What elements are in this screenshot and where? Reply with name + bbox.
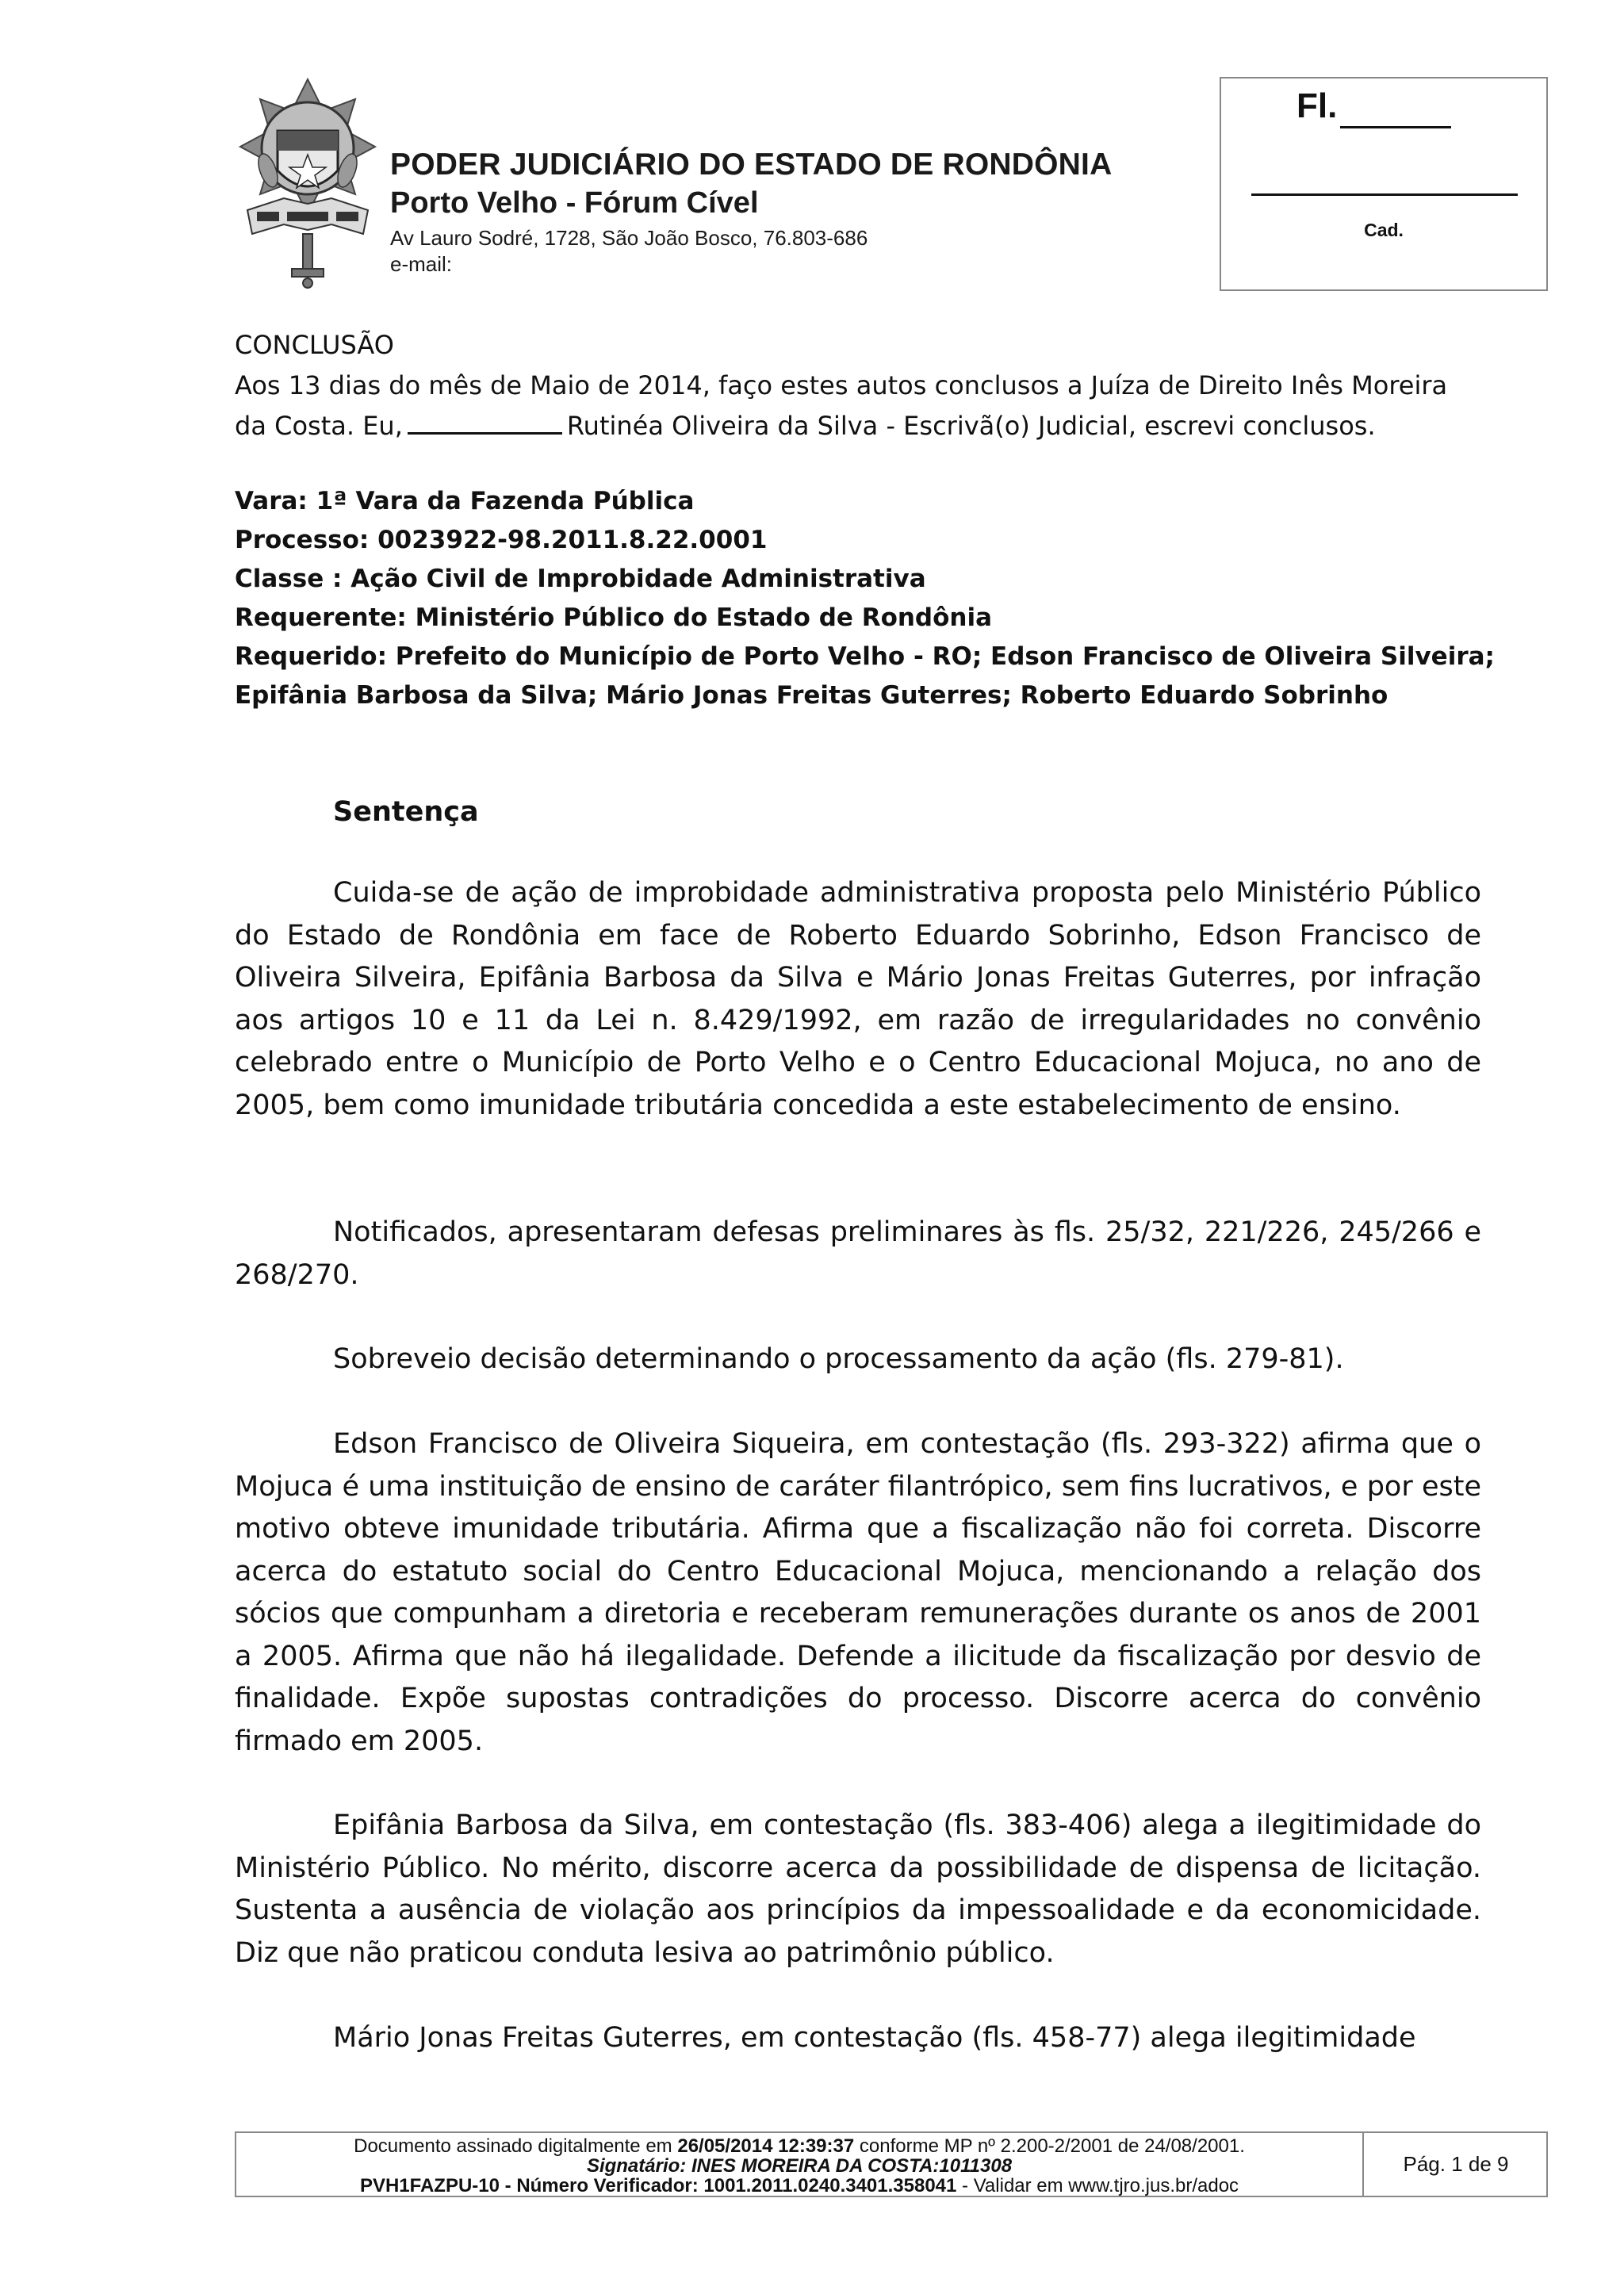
signature-date-suffix: conforme MP nº 2.200-2/2001 de 24/08/2001. (859, 2135, 1245, 2157)
paragraph-2-text: Notificados, apresentaram defesas preliminares às fls. 25/32, 221/226, 245/266 e 268/270. (235, 1216, 1481, 1291)
case-classe: Classe : Ação Civil de Improbidade Administrativa (235, 565, 926, 593)
case-requerido-line-1: Requerido: Prefeito do Município de Porto Velho - RO; Edson Francisco de Oliveira Silveira; (235, 642, 1495, 671)
signature-date-prefix: Documento assinado digitalmente em (354, 2135, 672, 2157)
paragraph-6-text: Mário Jonas Freitas Guterres, em contestação (fls. 458-77) alega ilegitimidade (333, 2022, 1416, 2054)
case-vara: Vara: 1ª Vara da Fazenda Pública (235, 487, 695, 515)
court-email-label: e-mail: (390, 252, 453, 276)
paragraph-4-text: Edson Francisco de Oliveira Siqueira, em contestação (fls. 293-322) afirma que o Mojuca é uma instituição de ensino de caráter filantrópico, sem fins lucrativos, e por este motivo obteve imunidade tributária. Afirma que a fiscalização não foi correta. Discorre acerca do estatuto social do Centro Educacional Mojuca, mencionando a relação dos sócios que compunham a diretoria e receberam remunerações durante os anos de 2001 a 2005. Afirma que não há ilegalidade. Defende a ilicitude da fiscalização por desvio de finalidade. Expõe supostas contradições do processo. Discorre acerca do convênio firmado em 2005. (235, 1428, 1481, 1757)
paragraph-6 (235, 2017, 1481, 2060)
case-requerido-line-2: Epifânia Barbosa da Silva; Mário Jonas Freitas Guterres; Roberto Eduardo Sobrinho (235, 681, 1388, 710)
paragraph-5 (235, 1805, 1481, 1974)
signatory: Signatário: INES MOREIRA DA COSTA:1011308 (586, 2155, 1013, 2177)
conclusion-line-2-end: Rutinéa Oliveira da Silva - Escrivã(o) Judicial, escrevi conclusos. (566, 411, 1376, 441)
verifier-line (236, 2176, 1362, 2196)
court-location: Porto Velho - Fórum Cível (390, 186, 759, 220)
signature-info (236, 2133, 1364, 2196)
digital-signature-footer (235, 2131, 1548, 2197)
sentence-heading (235, 791, 1481, 834)
paragraph-2 (235, 1212, 1481, 1296)
cad-label: Cad. (1364, 220, 1404, 240)
clerk-signature-blank (408, 412, 562, 435)
page-indicator: Pág. 1 de 9 (1403, 2152, 1509, 2176)
paragraph-3 (235, 1338, 1481, 1381)
signature-date: 26/05/2014 12:39:37 (677, 2135, 855, 2157)
validate-link[interactable]: - Validar em www.tjro.jus.br/adoc (962, 2175, 1239, 2196)
rondonia-coat-of-arms-icon (236, 75, 379, 289)
conclusion-line-2-start: da Costa. Eu, (235, 411, 403, 441)
paragraph-4 (235, 1423, 1481, 1763)
folio-label: Fl. (1297, 86, 1338, 125)
paragraph-3-text: Sobreveio decisão determinando o processamento da ação (fls. 279-81). (333, 1343, 1344, 1375)
case-requerente: Requerente: Ministério Público do Estado de Rondônia (235, 603, 993, 632)
folio-stamp-box (1220, 77, 1548, 291)
verifier-number: PVH1FAZPU-10 - Número Verificador: 1001.2011.0240.3401.358041 (359, 2175, 957, 2196)
folio-signature-line (1251, 193, 1518, 196)
sentence-heading-text: Sentença (333, 796, 479, 828)
conclusion-title: CONCLUSÃO (235, 330, 394, 360)
case-processo: Processo: 0023922-98.2011.8.22.0001 (235, 526, 768, 554)
paragraph-5-text: Epifânia Barbosa da Silva, em contestação (fls. 383-406) alega a ilegitimidade do Ministério Público. No mérito, discorre acerca da possibilidade de dispensa de licitação. Sustenta a ausência de violação aos princípios da impessoalidade e da economicidade. Diz que não praticou conduta lesiva ao patrimônio público. (235, 1810, 1481, 1969)
paragraph-1-text: Cuida-se de ação de improbidade administrativa proposta pelo Ministério Público do Estado de Rondônia em face de Roberto Eduardo Sobrinho, Edson Francisco de Oliveira Silveira, Epifânia Barbosa da Silva e Mário Jonas Freitas Guterres, por infração aos artigos 10 e 11 da Lei n. 8.429/1992, em razão de irregularidades no convênio celebrado entre o Município de Porto Velho e o Centro Educacional Mojuca, no ano de 2005, bem como imunidade tributária concedida a este estabelecimento de ensino. (235, 877, 1481, 1121)
conclusion-line-2 (235, 411, 1481, 441)
paragraph-1 (235, 872, 1481, 1127)
court-name: PODER JUDICIÁRIO DO ESTADO DE RONDÔNIA (390, 147, 1113, 182)
signature-date-line (236, 2136, 1362, 2156)
folio-number-line (1340, 126, 1451, 128)
court-address: Av Lauro Sodré, 1728, São João Bosco, 76.803-686 (390, 226, 868, 250)
conclusion-line-1: Aos 13 dias do mês de Maio de 2014, faço estes autos conclusos a Juíza de Direito Inês Moreira (235, 370, 1448, 400)
